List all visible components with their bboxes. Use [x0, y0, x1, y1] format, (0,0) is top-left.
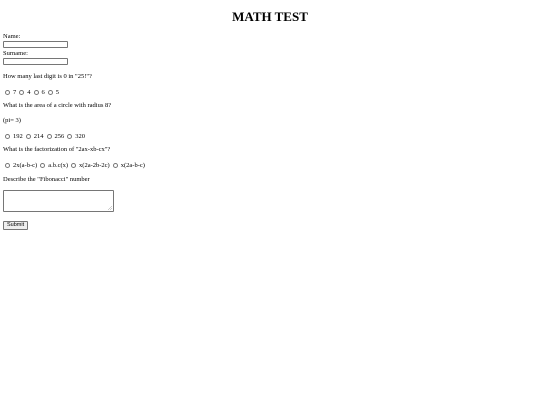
q2-option-1[interactable]: 192 — [5, 133, 23, 140]
radio-icon[interactable] — [19, 90, 24, 95]
q1-option-4[interactable]: 5 — [48, 89, 59, 96]
radio-icon[interactable] — [47, 134, 52, 139]
radio-icon[interactable] — [113, 163, 118, 168]
radio-icon[interactable] — [5, 90, 10, 95]
surname-label: Surname: — [3, 50, 28, 57]
submit-button[interactable]: Submit — [3, 221, 28, 230]
q1-option-1[interactable]: 7 — [5, 89, 16, 96]
radio-icon[interactable] — [26, 134, 31, 139]
radio-icon[interactable] — [48, 90, 53, 95]
q3-option-2[interactable]: a.b.c(x) — [40, 162, 68, 169]
question-4-text: Describe the "Fibonacci" number — [3, 176, 90, 183]
radio-icon[interactable] — [67, 134, 72, 139]
fibonacci-answer-textarea[interactable] — [3, 190, 114, 212]
q1-option-2[interactable]: 4 — [19, 89, 30, 96]
q3-option-1[interactable]: 2x(a-b-c) — [5, 162, 37, 169]
radio-icon[interactable] — [71, 163, 76, 168]
name-label: Name: — [3, 33, 21, 40]
question-3-options — [5, 161, 148, 169]
radio-icon[interactable] — [40, 163, 45, 168]
q2-option-2[interactable]: 214 — [26, 133, 44, 140]
question-2-note: (pi= 3) — [3, 117, 21, 124]
question-3-text: What is the factorization of "2ax-xb-cx"? — [3, 146, 111, 153]
question-2-options — [5, 132, 88, 140]
question-1-text: How many last digit is 0 in "25!"? — [3, 73, 92, 80]
page-title: MATH TEST — [232, 9, 308, 24]
question-2-text: What is the area of a circle with radius 8? — [3, 102, 112, 109]
q1-option-3[interactable]: 6 — [34, 89, 45, 96]
resize-grip-icon[interactable] — [108, 206, 112, 210]
q3-option-4[interactable]: x(2a-b-c) — [113, 162, 145, 169]
name-input[interactable] — [3, 41, 68, 48]
q2-option-4[interactable]: 320 — [67, 133, 85, 140]
q2-option-3[interactable]: 256 — [47, 133, 65, 140]
radio-icon[interactable] — [34, 90, 39, 95]
question-1-options — [5, 88, 62, 96]
radio-icon[interactable] — [5, 134, 10, 139]
radio-icon[interactable] — [5, 163, 10, 168]
surname-input[interactable] — [3, 58, 68, 65]
q3-option-3[interactable]: x(2a-2b-2c) — [71, 162, 110, 169]
